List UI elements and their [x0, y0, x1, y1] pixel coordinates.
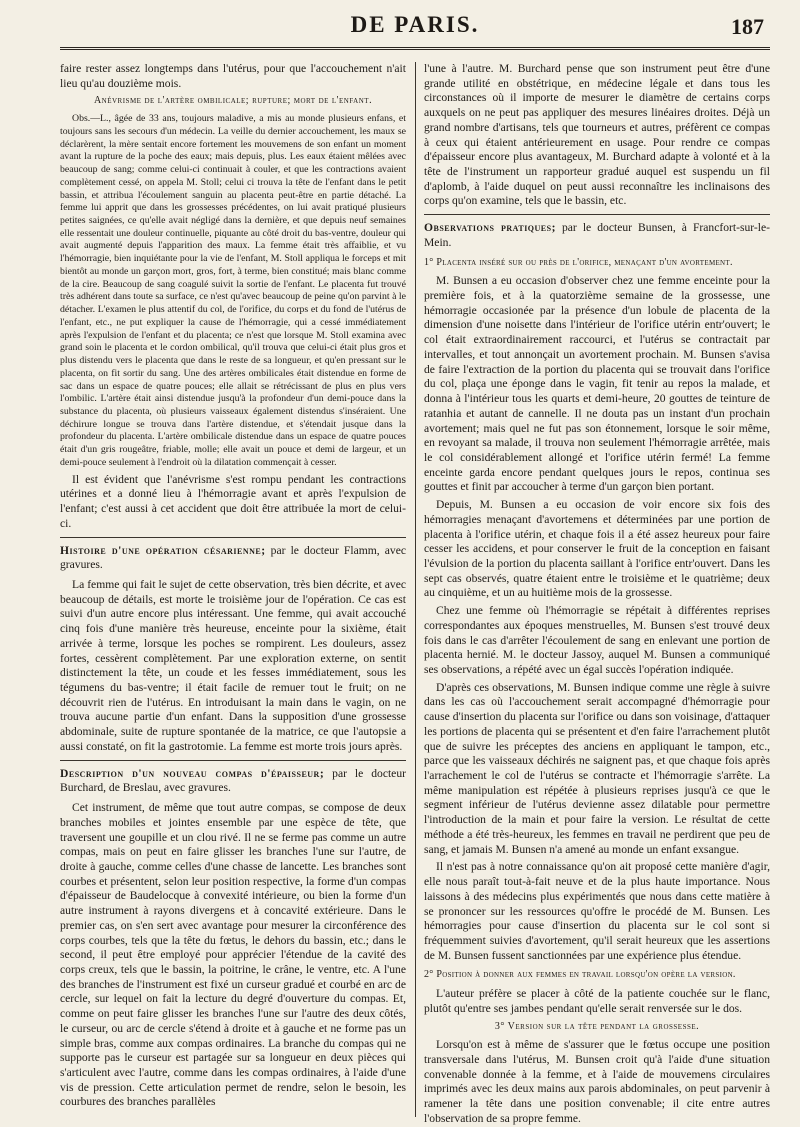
text-columns	[60, 62, 770, 1125]
paragraph: Cet instrument, de même que tout autre compas, se compose de deux branches mobiles et jointes ensemble par une espèce de tête, que traversent une goupille et un clou rivé. Il ne se ferme pas comme un autre compas, mais on peut en faire glisser les branches l'une sur l'autre, de droite à gauche, comme celles d'une chasse de lancette. Les branches sont courbes et présentent, selon leur position respective, la forme d'un compas d'épaisseur de Baudelocque à convexité intérieure, ou bien la forme d'un autre instrument à rayons divergens et à concavité extérieure. Dans le premier cas, on s'en sert avec avantage pour mesurer la circonférence des corps courbes, tels que la tête du fœtus, le dehors du bassin, etc.; dans le second, il peut être employé pour apprécier l'étendue de la cavité des corps creux, tels que le bassin, la poitrine, le crâne, le ventre, etc. A l'une des branches de l'instrument est fixé un curseur gradué et courbé en arc de cercle, sur lequel on fait la lecture du degré d'ouverture du compas. Et, comme on peut faire glisser les branches l'une sur l'autre des deux côtés, le curseur, ou arc de cercle s'étend à droite et à gauche et ne forme pas un simple bras, comme aux compas ordinaires. La branche du compas qui ne supporte pas le curseur est partagée sur sa longueur en deux pièces qui s'articulent avec l'autre, comme dans les compas ordinaires, à l'aide d'une vis de pression. Cette articulation permet de rendre, selon le besoin, les courbures des branches parallèles	[60, 801, 406, 1109]
paragraph: l'une à l'autre. M. Burchard pense que son instrument peut être d'une grande utilité en obstétrique, en médecine légale et dans tous les circonstances où il importe de mesurer le diamètre de certains corps auxquels on ne peut pas appliquer des mesures linéaires droites. Déjà un grand nombre d'artisans, tels que tourneurs et autres, préfèrent ce compas à ceux qui étaient antérieurement en usage. Pour rendre ce compas d'épaisseur encore plus avantageux, M. Burchard adapte à volonté et à la tête de l'instrument un rapporteur gradué auquel est suspendu un fil d'aplomb, à l'aide duquel on peut aussi reconnaître les inclinaisons des corps qu'on examine, tels que le bassin, etc.	[424, 62, 770, 208]
page-header	[60, 0, 770, 50]
section-subheading: 2° Position à donner aux femmes en travail lorsqu'on opère la version.	[424, 969, 736, 981]
section-subheading: 1° Placenta inséré sur ou près de l'orifice, menaçant d'un avortement.	[424, 256, 733, 268]
article-heading	[60, 767, 406, 796]
header-rule	[60, 47, 770, 52]
paragraph: faire rester assez longtemps dans l'utérus, pour que l'accouchement n'ait lieu qu'au douzième mois.	[60, 62, 406, 90]
article-heading-rest: par le docteur Bunsen, à Francfort-sur-le-Mein.	[424, 221, 770, 249]
running-title: DE PARIS.	[350, 12, 480, 37]
article-heading-rest: par le docteur Burchard, de Breslau, avec gravures.	[60, 766, 406, 795]
observation-paragraph: Obs.—L., âgée de 33 ans, toujours maladive, a mis au monde plusieurs enfans, et toujours sans les secours d'un médecin. La veille du dernier accouchement, les maux se déclarèrent, la mère sentait encore fortement les mouvemens de son enfant un moment avant la rupture de la poche des eaux; mais depuis, plus. Les eaux étaient mêlées avec beaucoup de sang; comme celui-ci continuait à couler, et que les contractions avaient complètement cessé, on appela M. Stoll; celui ci trouva la tête de l'enfant dans le petit bassin, et attribua l'écoulement sanguin au placenta peut-être en partie détaché. La femme lui apprit que dans les grossesses précédentes, on lui avait pratiqué plusieurs petites saignées, ce qu'elle avait négligé dans la dernière, et que depuis neuf semaines elle ressentait une douleur continuelle, piquante au côté droit du bas-ventre, douleur qui avait augmenté depuis l'apparition des maux. La femme était très affaiblie, et vu l'hémorragie, bien inquiétante pour la vie de l'enfant, M. Stoll appliqua le forceps et mit bientôt au monde un garçon mort, gros, fort, à terme, bien constitué; mais blanc comme de la cire. Beaucoup de sang coagulé suivit la sortie de l'enfant. Le placenta fut trouvé très adhérent dans toute sa surface, ce n'est qu'avec beaucoup de peine qu'on parvint à le détacher. L'examen le plus attentif du col, de l'orifice, du corps et du fond de l'utérus de l'enfant, etc., ne put expliquer la cause de l'hémorragie, qui a cessé immédiatement après l'expulsion de l'enfant et du placenta; ce n'est que lorsque M. Stoll examina avec grand soin le placenta et le cordon ombilical, qu'il trouva que celui-ci était plus gros et plus distendu vers le placenta que dans le reste de sa longueur, et qu'en pressant sur le placenta, on fit sortir du sang. Une des artères ombilicales était distendue en forme de sac dans un espace de quatre pouces; elle allait se rétrécissant de plus en plus vers l'ombilic. L'artère était ainsi distendue jusqu'à la profondeur d'un demi-pouce dans la substance du placenta, où plusieurs vaisseaux également distendus s'inséraient. Une déchirure longue se trouva dans l'artère distendue, et s'étendait jusque dans la profondeur du placenta. L'artère ombilicale distendue dans un espace de quatre pouces était d'un gris rougeâtre, friable, molle; elle avait un pouce et demi de largeur, et un demi-pouce seulement à l'endroit où la dilatation commençait à cesser.	[60, 113, 406, 468]
article-heading-caps: Observations pratiques;	[424, 221, 556, 235]
article-heading-caps: Description d'un nouveau compas d'épaisseur;	[60, 766, 325, 780]
paragraph: L'auteur préfère se placer à côté de la patiente couchée sur le flanc, plutôt qu'entre ses jambes pendant qu'elle serait renversée sur le dos.	[424, 987, 770, 1015]
paragraph: D'après ces observations, M. Bunsen indique comme une règle à suivre dans les cas où l'accouchement serait accompagné d'hémorragie pour cause d'insertion du placenta sur l'orifice ou dans son voisinage, d'attaquer les portions de placenta qui se présentent et d'en faire l'arrachement plutôt que de suivre les préceptes des anciens en appliquant le tampon, etc., parce que les vaisseaux déchirés ne saignent pas, et que chaque fois après l'arrachement le col de l'utérus se contracte et l'hémorragie s'arrête. La même manipulation est répétée à plusieurs reprises jusqu'à ce que le segment inférieur de l'utérus devienne assez dilatable pour permettre l'introduction de la main et pour faire la version. Le résultat de cette méthode a été très-heureux, les femmes en travail ne perdirent que peu de sang, et jamais M. Bunsen n'a amené au monde un enfant exsangue.	[424, 680, 770, 856]
paragraph: Chez une femme où l'hémorragie se répétait à différentes reprises correspondantes aux époques menstruelles, M. Bunsen s'est trouvé deux fois dans le cas d'arrêter l'écoulement de sang en enlevant une portion de placenta hernié. M. le docteur Jassoy, auquel M. Bunsen a communiqué ses observations, a répété avec un égal succès l'opération indiquée.	[424, 604, 770, 676]
paragraph: Depuis, M. Bunsen a eu occasion de voir encore six fois des hémorragies menaçant d'avortemens et déterminées par une portion de placenta à l'orifice utérin, et chaque fois il a été assez heureux pour faire cesser les accidens, et pour conserver le fruit de la conception en faisant l'évulsion de la portion du placenta saillant à l'orifice entr'ouvert. Dans les sept cas observés, quatre étaient entre le troisième et le quatrième; deux au cinquième, et un au huitième mois de la grossesse.	[424, 498, 770, 600]
section-subheading: Anévrisme de l'artère ombilicale; rupture; mort de l'enfant.	[93, 95, 373, 107]
paragraph: M. Bunsen a eu occasion d'observer chez une femme enceinte pour la première fois, et à la quatorzième semaine de la grossesse, une hémorragie occasionée par la présence d'un lobule de placenta de la dimension d'une noisette dans l'intérieur de l'orifice utérin entr'ouvert; le col était extraordinairement raccourci, et l'utérus se contractait par intervalles, et tout annonçait un avortement prochain. M. Bunsen s'avisa de faire l'extraction de la portion du placenta qui se trouvait dans l'orifice du col, plaça une éponge dans le vagin, fit tenir au repos la malade, et donna à l'intérieur tous les quarts et demi-heure, 20 gouttes de teinture de ratanhia et autant de cannelle. Il ne douta pas un instant d'un prochain avortement; mais quel ne fut pas son étonnement, lorsque le soir même, en revoyant sa malade, il trouva non seulement l'hémorragie arrêtée, mais le col considérablement allongé et l'orifice utérin fermé! La femme enceinte garda encore pendant quelques jours le repos, continua ses gouttes et finit par accoucher à terme d'un garçon bien portant.	[424, 274, 770, 494]
section-rule	[424, 214, 770, 215]
article-heading	[60, 544, 406, 573]
paragraph: Lorsqu'on est à même de s'assurer que le fœtus occupe une position transversale dans l'utérus, M. Bunsen croit qu'à l'aide d'une situation convenable donnée à la femme, et à l'aide de mouvemens circulaires imprimés avec les deux mains aux parois abdominales, on peut parvenir à ramener la tête dans une position convenable; il cite entre autres l'observation de sa propre femme.	[424, 1038, 770, 1125]
left-column	[60, 62, 415, 1117]
article-heading-rest: par le docteur Flamm, avec gravures.	[60, 543, 406, 572]
article-heading-caps: Histoire d'une opération césarienne;	[60, 543, 266, 557]
column-divider	[415, 62, 416, 1117]
right-column	[415, 62, 770, 1125]
section-subheading: 3° Version sur la tête pendant la grossesse.	[494, 1020, 700, 1032]
page-number: 187	[731, 14, 764, 39]
section-rule	[60, 760, 406, 761]
article-heading	[424, 221, 770, 250]
section-rule	[60, 537, 406, 538]
paragraph: Il est évident que l'anévrisme s'est rompu pendant les contractions utérines et a donné lieu à l'hémorragie avant et après l'expulsion de l'enfant; c'est aussi à cet accident que doit être attribuée la mort de celui-ci.	[60, 472, 406, 530]
paragraph: La femme qui fait le sujet de cette observation, très bien décrite, et avec beaucoup de détails, est morte le troisième jour de l'opération. Ce cas est suivi d'un autre encore plus intéressant. Une femme, qui avait accouché cinq fois d'une manière très heureuse, enceinte pour la sixième, était arrivée à terme, lorsque les poches se rompirent. Les douleurs, assez fortes, cessèrent complètement. Par une exploration externe, on sentit distinctement la tête, un coude et les fesses immédiatement, sous les tégumens du bas-ventre; il était facile de remuer tout le fruit; on ne découvrit rien de l'utérus. En introduisant la main dans le vagin, on ne trouva aucune partie d'un enfant. Dans la supposition d'une grossesse abdominale, suite de rupture spontanée de la matrice, ce que l'autopsie a aussi constaté, on fit la gastrotomie. La femme est morte trois jours après.	[60, 578, 406, 753]
paragraph: Il n'est pas à notre connaissance qu'on ait proposé cette manière d'agir, elle nous paraît tout-à-fait neuve et de la plus haute importance. Nous laissons à des médecins plus expérimentés que nous dans cette matière à se prononcer sur les ressources qu'offre le procédé de M. Bunsen. Les hémorragies pour cause d'insertion du placenta sur le col sont si fréquemment suivies d'avortement, qu'il serait heureux que les assertions de M. Bunsen fussent sanctionnées par une expérience plus étendue.	[424, 860, 770, 962]
